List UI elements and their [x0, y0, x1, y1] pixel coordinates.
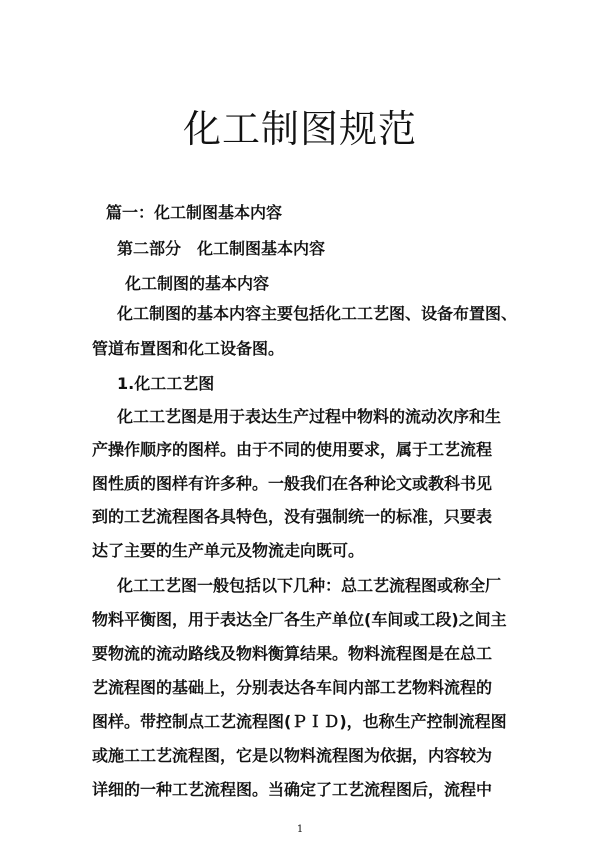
paragraph-line: 达了主要的生产单元及物流走向既可。	[92, 541, 365, 560]
paragraph-line: 图性质的图样有许多种。一般我们在各种论文或教科书见	[92, 474, 493, 493]
intro-line: 管道布置图和化工设备图。	[92, 339, 285, 358]
intro-line: 化工制图的基本内容主要包括化工工艺图、设备布置图、	[117, 304, 518, 323]
paragraph-line: 艺流程图的基础上，分别表达各车间内部工艺物料流程的	[92, 678, 493, 697]
heading-process-diagram: 1.化工工艺图	[117, 374, 215, 393]
page-number: 1	[296, 824, 304, 835]
paragraph-line: 或施工工艺流程图，它是以物料流程图为依据，内容较为	[92, 746, 493, 765]
document-title: 化工制图规范	[182, 107, 417, 151]
paragraph-line: 要物流的流动路线及物料衡算结果。物料流程图是在总工	[92, 644, 493, 663]
paragraph-line: 化工工艺图是用于表达生产过程中物料的流动次序和生	[117, 407, 502, 426]
part-heading: 篇一：化工制图基本内容	[106, 203, 283, 222]
paragraph-line: 图样。带控制点工艺流程图(ＰＩＤ)，也称生产控制流程图	[92, 712, 507, 731]
paragraph-line: 详细的一种工艺流程图。当确定了工艺流程图后，流程中	[92, 780, 493, 799]
paragraph-line: 化工工艺图一般包括以下几种：总工艺流程图或称全厂	[117, 576, 502, 595]
section-heading: 第二部分 化工制图基本内容	[117, 239, 326, 258]
paragraph-line: 到的工艺流程图各具特色，没有强制统一的标准，只要表	[92, 507, 493, 526]
paragraph-line: 产操作顺序的图样。由于不同的使用要求，属于工艺流程	[92, 440, 493, 459]
subsection-heading: 化工制图的基本内容	[125, 274, 270, 293]
paragraph-line: 物料平衡图，用于表达全厂各生产单位(车间或工段)之间主	[92, 610, 507, 629]
